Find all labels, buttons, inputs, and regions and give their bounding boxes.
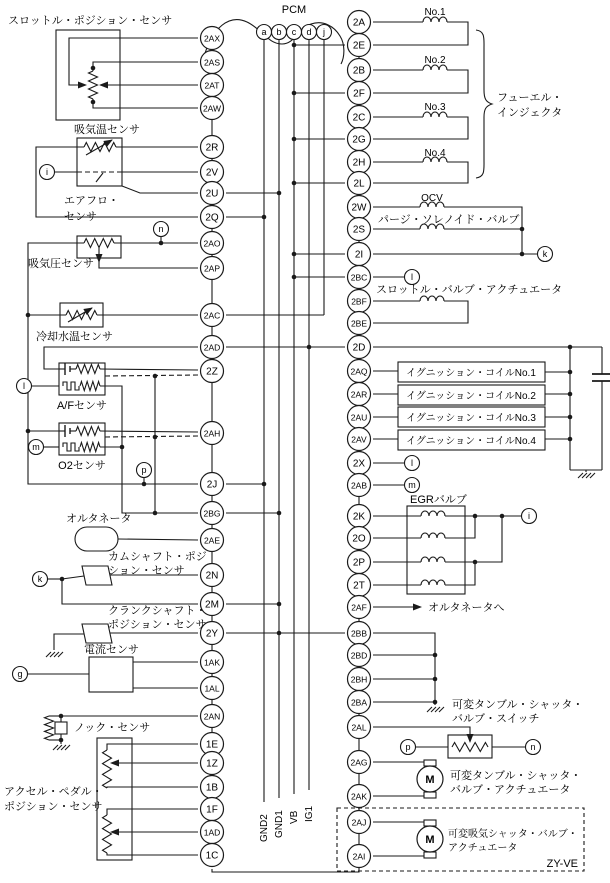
diagram-label: センサ	[64, 211, 97, 223]
junction-dot	[292, 91, 297, 96]
pin-label: 2L	[353, 178, 365, 190]
pin-label: 2AL	[351, 722, 367, 733]
dashed-wire	[105, 375, 198, 376]
pin-label: 2G	[352, 134, 366, 146]
pin-label: 2A	[352, 17, 366, 29]
component-box	[56, 30, 120, 120]
pin-label: 2Q	[205, 212, 219, 224]
diagram-label: No.1	[424, 7, 446, 18]
connector-letter-label: n	[530, 742, 536, 753]
diagram-label: イグニッション・コイルNo.4	[406, 436, 536, 447]
wire	[373, 162, 468, 183]
wire	[373, 633, 435, 702]
arrowhead	[99, 82, 108, 89]
wire	[122, 186, 198, 193]
connector-letter-label: m	[32, 442, 40, 453]
junction-dot	[433, 653, 438, 658]
motor-label: M	[425, 834, 435, 846]
diagram-label: EGRバルブ	[410, 494, 467, 506]
resistor-symbol	[80, 382, 100, 391]
motor-brush	[424, 820, 436, 826]
arrowhead	[110, 760, 119, 767]
motor-label: M	[425, 774, 435, 786]
pin-label: 2O	[352, 533, 366, 545]
connector-letter-label: p	[405, 742, 411, 753]
diagram-label: 冷却水温センサ	[36, 331, 113, 343]
pin-label: 2X	[352, 458, 366, 470]
junction-dot	[277, 631, 282, 636]
junction-dot	[142, 482, 147, 487]
wire	[373, 301, 468, 323]
junction-dot	[59, 714, 64, 719]
wire	[100, 386, 198, 513]
junction-dot	[120, 445, 125, 450]
pin-label: 2AE	[203, 535, 221, 546]
pin-label: 1F	[206, 804, 218, 816]
pin-label: 2BC	[350, 272, 368, 283]
coil-symbol	[421, 557, 445, 562]
wire	[100, 431, 198, 432]
diagram-label: カムシャフト・ポジ	[108, 551, 207, 563]
dashed-wire	[105, 436, 198, 437]
pin-label: 2BB	[350, 628, 368, 639]
coil-symbol	[421, 580, 445, 585]
resistor-symbol	[66, 311, 97, 320]
component-box	[407, 506, 465, 594]
wire	[100, 369, 198, 370]
junction-dot	[26, 429, 31, 434]
coil-symbol	[421, 533, 445, 538]
diagram-label: O2センサ	[58, 460, 106, 472]
junction-dot	[262, 482, 267, 487]
wire	[373, 117, 468, 139]
pin-label: 2K	[352, 511, 366, 523]
motor-brush	[424, 760, 436, 766]
component-box	[59, 363, 105, 395]
connector-letter-label: g	[17, 669, 23, 680]
motor-brush	[424, 852, 436, 858]
pin-label: 2D	[352, 342, 366, 354]
diagram-label: ポジション・センサ	[108, 619, 207, 631]
pin-label: 2E	[352, 40, 366, 52]
pin-label: 2Y	[205, 628, 219, 640]
pin-label: 2AK	[350, 791, 368, 802]
connector-letter-label: k	[37, 574, 43, 585]
pin-label: 2W	[351, 202, 367, 214]
wire	[93, 102, 198, 108]
wire	[445, 516, 475, 538]
pin-label: 1Z	[206, 758, 218, 770]
pin-label: 1AL	[204, 683, 220, 694]
junction-dot	[292, 43, 297, 48]
junction-dot	[307, 345, 312, 350]
wire	[373, 727, 470, 740]
connector-letter-label: i	[46, 167, 48, 178]
junction-dot	[568, 345, 573, 350]
diagram-label: IG1	[304, 805, 315, 822]
junction-dot	[153, 511, 158, 516]
resistor-symbol	[89, 71, 98, 99]
diagram-label: パージ・ソレノイド・バルブ	[378, 214, 520, 226]
pin-label: 2AU	[350, 412, 368, 423]
diagram-label: GND2	[259, 814, 270, 842]
connector-letter-label: k	[542, 249, 548, 260]
pin-label: 2R	[205, 142, 219, 154]
connector-letter-label: p	[141, 465, 147, 476]
diagram-label: スロットル・ポジション・センサ	[8, 15, 173, 27]
wire	[445, 516, 502, 562]
junction-dot	[277, 602, 282, 607]
pin-label: 1E	[205, 739, 219, 751]
connector-letter-label: m	[408, 480, 416, 491]
component-box	[89, 657, 133, 692]
wire	[212, 869, 359, 872]
junction-dot	[277, 511, 282, 516]
pin-label: 2S	[352, 224, 366, 236]
diagram-label: バルブ・アクチュエータ	[450, 784, 571, 796]
heater-symbol	[63, 382, 79, 390]
alternator-symbol	[75, 527, 118, 551]
pin-label: 2BA	[350, 697, 368, 708]
wire	[96, 173, 103, 182]
junction-dot	[262, 215, 267, 220]
diagram-label: エアフロ・	[64, 195, 119, 207]
diagram-label: 可変タンブル・シャッタ・	[450, 770, 582, 782]
junction-dot	[292, 275, 297, 280]
diagram-label: オルタネータへ	[428, 602, 505, 614]
junction-dot	[520, 227, 525, 232]
junction-dot	[91, 100, 96, 105]
wire	[44, 347, 198, 369]
junction-dot	[60, 577, 65, 582]
pin-label: 2BD	[350, 650, 368, 661]
pin-label: 2P	[352, 557, 366, 569]
resistor-symbol	[45, 716, 54, 740]
pin-label: 2BH	[350, 674, 368, 685]
pin-label: 2AB	[350, 480, 368, 491]
diagram-label: バルブ・スイッチ	[452, 713, 540, 725]
arrowhead	[467, 734, 474, 743]
connector-letter-label: d	[306, 27, 312, 38]
pin-label: 2U	[205, 188, 219, 200]
junction-dot	[473, 560, 478, 565]
pin-label: 2F	[353, 88, 365, 100]
pin-label: 2I	[354, 249, 364, 261]
diagram-label: クランクシャフト・	[108, 605, 207, 617]
wire	[107, 853, 198, 855]
pin-label: 2AJ	[351, 817, 367, 828]
resistor-symbol	[103, 750, 112, 788]
diagram-label: ノック・センサ	[74, 722, 151, 734]
pin-label: 2AX	[203, 33, 221, 44]
pin-label: 1AK	[203, 657, 221, 668]
pin-label: 2AF	[351, 602, 367, 613]
diagram-label: 電流センサ	[84, 644, 139, 656]
junction-dot	[153, 374, 158, 379]
pin-label: 2AC	[203, 310, 221, 321]
junction-dot	[292, 252, 297, 257]
pin-label: 2V	[205, 167, 219, 179]
connector-letter-label: l	[23, 381, 25, 392]
junction-dot	[292, 181, 297, 186]
diagram-label: ZY-VE	[546, 858, 578, 870]
junction-dot	[568, 437, 573, 442]
pin-label: 2AQ	[350, 366, 368, 377]
pin-label: 2C	[352, 112, 366, 124]
pin-label: 2AT	[204, 80, 220, 91]
wire	[62, 576, 84, 579]
diagram-label: PCM	[281, 4, 307, 16]
pin-label: 2BE	[350, 318, 368, 329]
coil-symbol	[421, 511, 445, 516]
pin-label: 2T	[353, 580, 365, 592]
arrowhead	[78, 82, 87, 89]
diagram-label: ポジション・センサ	[4, 801, 103, 813]
diagram-label: イグニッション・コイルNo.2	[406, 391, 536, 402]
pin-label: 2AO	[203, 238, 221, 249]
diagram-label: No.3	[424, 102, 446, 113]
junction-dot	[59, 738, 64, 743]
diagram-label: イグニッション・コイルNo.3	[406, 413, 536, 424]
resistor-symbol	[76, 427, 100, 436]
wire	[99, 246, 198, 268]
diagram-label: 吸気温センサ	[74, 124, 140, 136]
junction-dot	[277, 191, 282, 196]
diagram-label: アクセル・ペダル・	[4, 786, 103, 798]
coil-symbol	[420, 296, 444, 301]
diagram-label: OCV	[421, 193, 443, 204]
component-box	[97, 738, 132, 860]
diagram-label: オルタネータ	[66, 513, 132, 525]
resistor-symbol	[452, 743, 488, 752]
junction-dot	[500, 514, 505, 519]
heater-symbol	[63, 443, 79, 451]
junction-dot	[568, 392, 573, 397]
connector-letter-label: j	[323, 27, 325, 38]
wire	[28, 243, 198, 484]
pin-label: 2AS	[203, 57, 221, 68]
pin-label: 2AG	[350, 757, 368, 768]
resistor-symbol	[80, 443, 100, 452]
connector-letter-label: l	[411, 272, 413, 283]
pin-label: 2BG	[203, 508, 221, 519]
connector-letter-label: b	[276, 27, 282, 38]
diagram-label: VB	[289, 810, 300, 824]
pin-label: 2AI	[352, 851, 366, 862]
arrowhead	[413, 604, 422, 611]
pin-label: 2AP	[203, 263, 221, 274]
junction-dot	[473, 514, 478, 519]
junction-dot	[292, 137, 297, 142]
pin-label: 2Z	[206, 366, 218, 378]
connector-letter-label: n	[158, 224, 164, 235]
wire	[107, 744, 198, 750]
connector-letter-label: c	[291, 27, 297, 38]
pin-label: 2B	[352, 65, 366, 77]
junction-dot	[568, 370, 573, 375]
diagram-label: インジェクタ	[497, 107, 563, 119]
wire	[107, 787, 198, 788]
pin-label: 2M	[205, 599, 219, 611]
diagram-label: A/Fセンサ	[56, 400, 108, 412]
wire	[118, 539, 198, 540]
diagram-label: スロットル・バルブ・アクチュエータ	[376, 284, 563, 296]
wire	[373, 70, 468, 93]
wire	[54, 634, 84, 650]
diagram-label: アクチュエータ	[448, 843, 518, 854]
diagram-label: ション・センサ	[108, 565, 185, 577]
pin-label: 1C	[205, 850, 219, 862]
pin-label: 1AD	[203, 827, 221, 838]
junction-dot	[91, 66, 96, 71]
junction-dot	[26, 313, 31, 318]
pin-label: 2J	[206, 479, 218, 491]
diagram-label: No.4	[424, 148, 446, 159]
diagram-label: GND1	[274, 810, 285, 838]
injector-brace	[476, 30, 492, 178]
junction-dot	[568, 415, 573, 420]
wire	[107, 809, 198, 815]
connector-letter-label: a	[261, 27, 267, 38]
diagram-label: 可変吸気シャッタ・バルブ・	[448, 829, 578, 840]
connector-letter-label: l	[411, 458, 413, 469]
junction-dot	[159, 241, 164, 246]
pin-label: 2AV	[351, 434, 367, 445]
pin-label: 2H	[352, 157, 366, 169]
diagram-label: No.2	[424, 55, 446, 66]
connector-letter-label: i	[528, 511, 530, 522]
pin-label: 2N	[205, 570, 219, 582]
junction-dot	[153, 435, 158, 440]
wire	[373, 22, 468, 45]
junction-dot	[433, 700, 438, 705]
diagram-label: イグニッション・コイルNo.1	[406, 368, 536, 379]
pin-label: 2AN	[203, 711, 221, 722]
component-box	[55, 722, 67, 734]
pin-label: 2AR	[350, 389, 368, 400]
resistor-symbol	[76, 365, 100, 374]
diagram-label: フューエル・	[497, 92, 563, 104]
pin-label: 2AH	[203, 428, 221, 439]
diagram-label: 可変タンブル・シャッタ・	[452, 699, 584, 711]
resistor-symbol	[103, 815, 112, 853]
junction-dot	[433, 677, 438, 682]
pin-label: 2AW	[202, 103, 222, 114]
wire	[62, 579, 198, 604]
pin-label: 1B	[205, 782, 219, 794]
pin-label: 2AD	[203, 342, 221, 353]
wire	[93, 62, 198, 68]
wire	[445, 562, 475, 585]
diagram-label: 吸気圧センサ	[28, 258, 94, 270]
junction-dot	[520, 252, 525, 257]
pin-label: 2BF	[351, 296, 367, 307]
motor-brush	[424, 792, 436, 798]
